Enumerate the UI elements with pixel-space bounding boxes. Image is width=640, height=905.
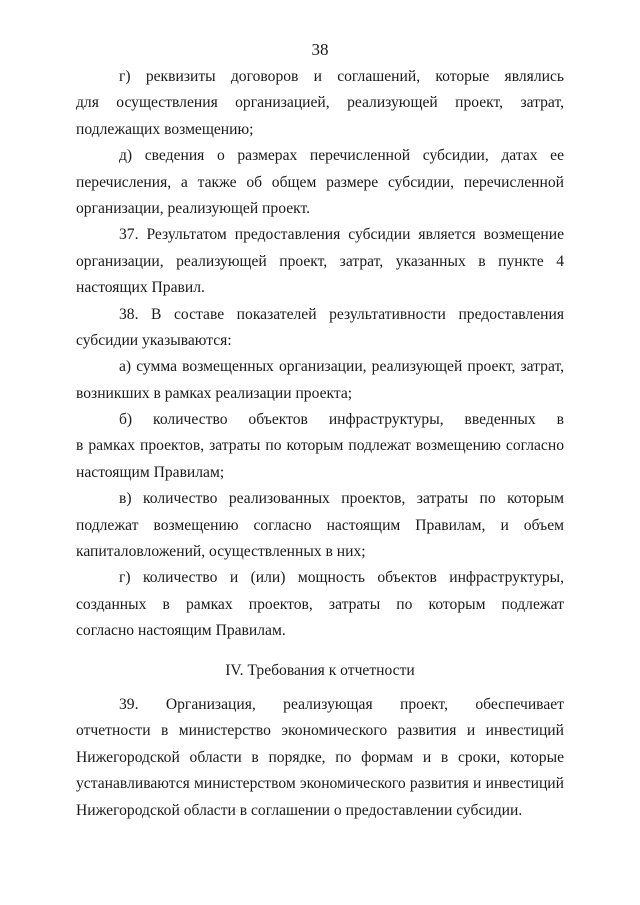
- paragraph-line: организации, реализующей проект, затрат, указанных в пункте 4: [76, 252, 564, 270]
- paragraph-line: для осуществления организацией, реализующей проект, затрат,: [76, 94, 564, 112]
- paragraph-37-result: [76, 222, 564, 301]
- paragraph-v-projects: [76, 486, 564, 565]
- paragraph-38-indicators: [76, 302, 564, 355]
- paragraph-line: Нижегородской области в соглашении о предоставлении субсидии.: [76, 801, 523, 819]
- paragraph-line: в) количество реализованных проектов, затраты по которым: [119, 490, 564, 508]
- paragraph-line: 37. Результатом предоставления субсидии является возмещение: [119, 226, 564, 244]
- paragraph-line: Нижегородской области в порядке, по формам и в сроки, которые: [76, 748, 564, 766]
- paragraph-line: подлежащих возмещению;: [76, 120, 254, 138]
- paragraph-line: 38. В составе показателей результативности предоставления: [119, 305, 564, 323]
- paragraph-line: подлежат возмещению согласно настоящим Правилам, и объем: [76, 516, 564, 534]
- paragraph-line: настоящих Правил.: [76, 279, 205, 297]
- paragraph-b-objects: [76, 407, 564, 486]
- paragraph-line: возникших в рамках реализации проекта;: [76, 384, 353, 402]
- paragraph-line: капиталовложений, осуществленных в них;: [76, 543, 366, 561]
- section-spacer: [76, 684, 564, 692]
- paragraph-line: г) реквизиты договоров и соглашений, которые являлись: [119, 68, 564, 85]
- paragraph-line: перечисления, а также об общем размере субсидии, перечисленной: [76, 173, 564, 191]
- paragraph-line: а) сумма возмещенных организации, реализующей проект, затрат,: [119, 358, 564, 376]
- paragraph-line: устанавливаются министерством экономического развития и инвестиций: [76, 775, 564, 793]
- paragraph-line: субсидии указываются:: [76, 331, 232, 349]
- paragraph-line: отчетности в министерство экономического развития и инвестиций: [76, 722, 564, 740]
- paragraph-line: б) количество объектов инфраструктуры, введенных в: [119, 411, 564, 429]
- paragraph-g-requisites: [76, 64, 564, 143]
- paragraph-line: организации, реализующей проект.: [76, 199, 311, 217]
- paragraph-line: г) количество и (или) мощность объектов инфраструктуры,: [119, 569, 564, 587]
- paragraph-line: настоящим Правилам;: [76, 463, 225, 481]
- paragraph-line: согласно настоящим Правилам.: [76, 622, 286, 640]
- paragraph-line: д) сведения о размерах перечисленной субсидии, датах ее: [119, 147, 564, 165]
- page-number: 38: [311, 40, 329, 59]
- paragraph-a-amount: [76, 354, 564, 407]
- paragraph-g-capacity: [76, 565, 564, 644]
- section-spacer: [76, 645, 564, 658]
- document-body: [76, 64, 564, 824]
- section-heading: IV. Требования к отчетности: [225, 661, 415, 679]
- paragraph-39-reporting: [76, 692, 564, 824]
- paragraph-line: созданных в рамках проектов, затраты по которым подлежат: [76, 595, 564, 613]
- paragraph-line: 39. Организация, реализующая проект, обеспечивает: [119, 695, 564, 713]
- paragraph-d-subsidy-info: [76, 143, 564, 222]
- paragraph-line: в рамках проектов, затраты по которым подлежат возмещению согласно: [76, 437, 564, 455]
